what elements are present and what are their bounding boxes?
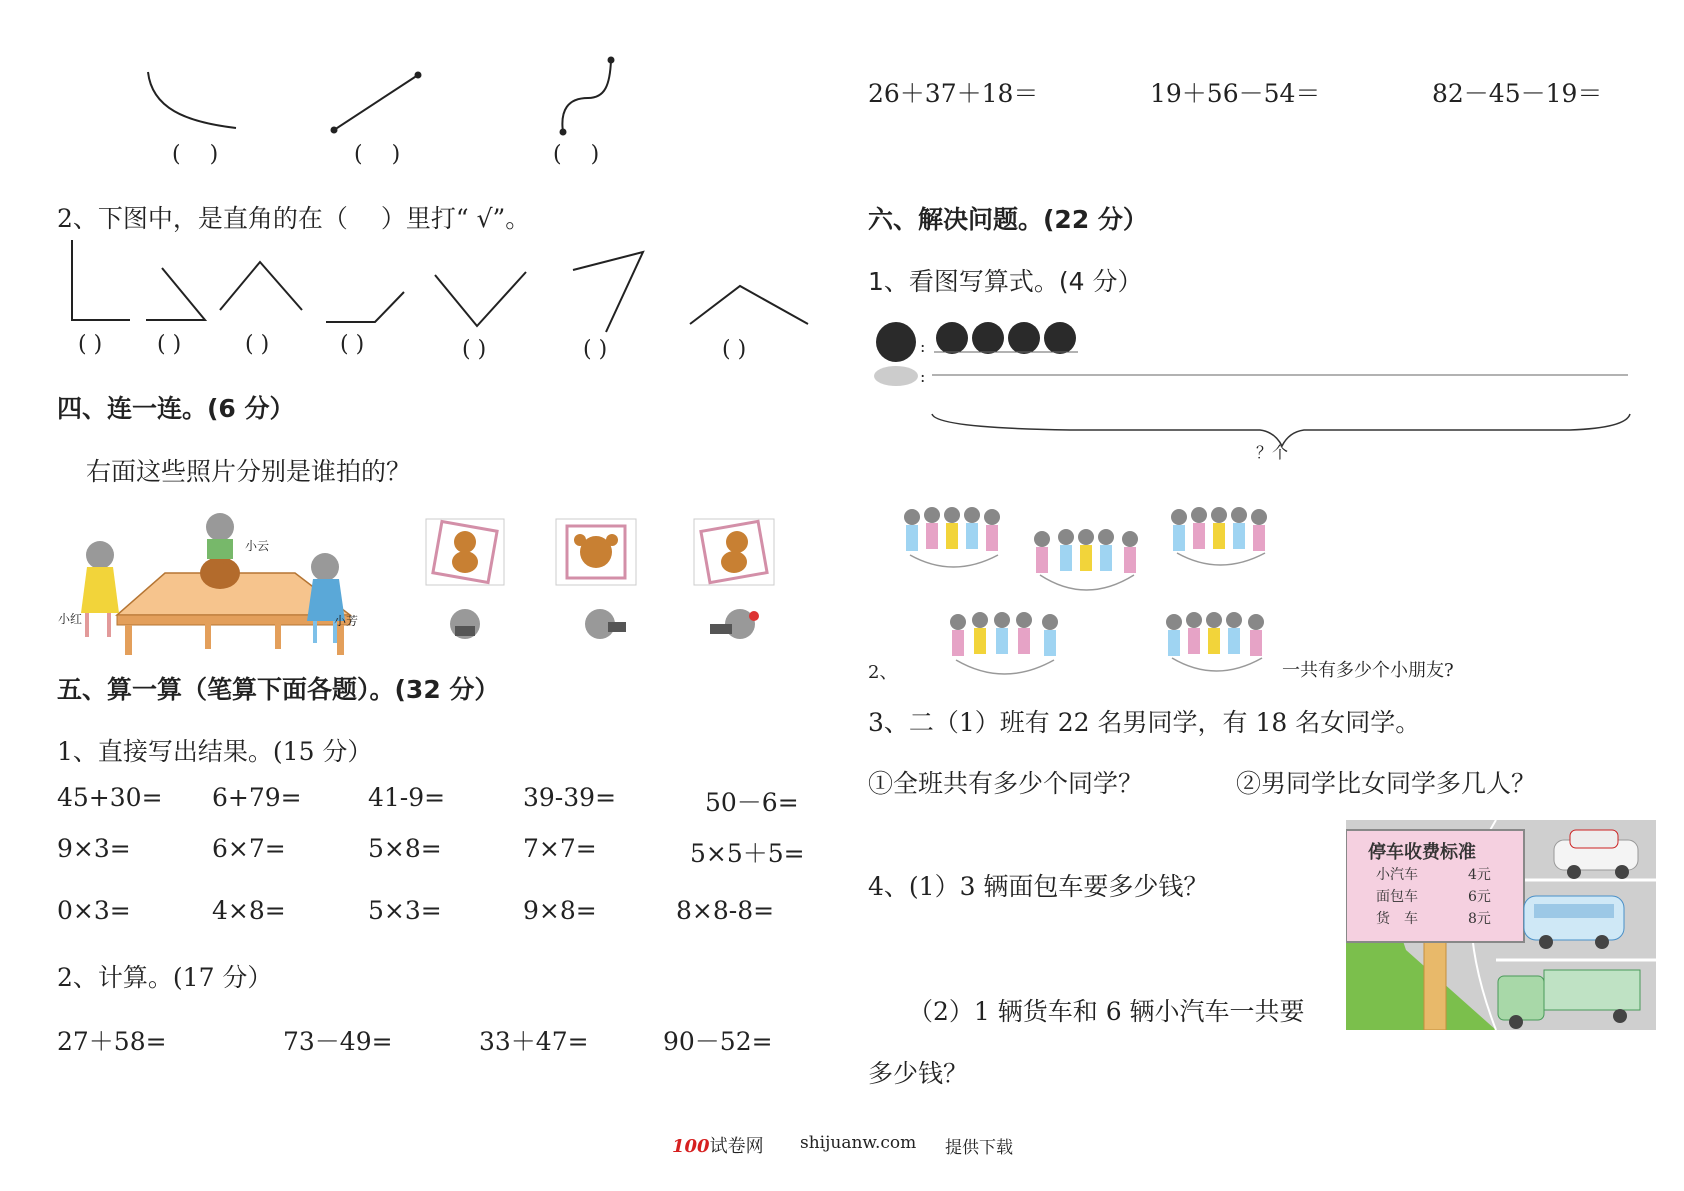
angle-answer-paren[interactable]: ( ) xyxy=(462,337,487,362)
calc-q2-title: 2、计算。(17 分） xyxy=(57,963,273,992)
problem-1-title: 1、看图写算式。(4 分） xyxy=(868,267,1143,296)
truck-icon xyxy=(1498,970,1640,1029)
site-logo-number: 100 xyxy=(672,1136,710,1157)
ray-endpoint xyxy=(608,57,615,64)
problem-3-b: ②男同学比女同学多几人？ xyxy=(1236,769,1537,798)
photographer-1 xyxy=(445,608,485,642)
angle-figure xyxy=(220,262,302,310)
segment-line xyxy=(334,75,418,130)
question-2-title: 2、下图中，是直角的在（ ）里打“ √”。 xyxy=(57,204,531,233)
calc-item: 45+30= xyxy=(57,783,163,812)
van-icon xyxy=(1524,896,1624,949)
section-6-title: 六、解决问题。(22 分） xyxy=(868,205,1148,234)
footer-site[interactable]: shijuanw.com xyxy=(800,1133,917,1153)
answer-paren[interactable]: ( ) xyxy=(354,142,401,167)
svg-text::: : xyxy=(920,367,926,386)
sign-row-name: 小汽车 xyxy=(1376,867,1418,883)
problem-4-c: 多少钱？ xyxy=(868,1059,969,1088)
calc-item: 19＋56－54＝ xyxy=(1150,79,1321,108)
angle-answer-paren[interactable]: ( ) xyxy=(340,332,365,357)
kids-group-5 xyxy=(1162,608,1270,676)
calc-item: 6+79= xyxy=(212,783,302,812)
angle-figure xyxy=(146,268,205,320)
label-xiaohong: 小红 xyxy=(58,612,83,626)
angle-answer-paren[interactable]: ( ) xyxy=(245,332,270,357)
parking-illustration xyxy=(1346,820,1656,1030)
calc-item: 27＋58= xyxy=(57,1027,167,1056)
problem-3-text: 3、二（1）班有 22 名男同学，有 18 名女同学。 xyxy=(868,708,1421,737)
kids-group-4 xyxy=(946,608,1062,676)
photo-2 xyxy=(555,518,637,586)
ray-curve xyxy=(562,60,611,132)
kids-group-2 xyxy=(1030,525,1142,593)
segment-endpoint xyxy=(415,72,422,79)
angle-figure xyxy=(72,240,130,320)
angle-answer-paren[interactable]: ( ) xyxy=(722,337,747,362)
section-5-title: 五、算一算（笔算下面各题）。(32 分） xyxy=(57,675,500,704)
calc-item: 5×5＋5= xyxy=(690,839,805,868)
apple-icon xyxy=(936,322,968,354)
photographer-2 xyxy=(578,608,628,642)
section-4-prompt: 右面这些照片分别是谁拍的？ xyxy=(86,457,412,486)
photo-1 xyxy=(425,518,505,586)
table-scene-illustration xyxy=(55,515,385,655)
section-4-title: 四、连一连。(6 分） xyxy=(57,394,295,423)
sign-row-name: 面包车 xyxy=(1376,889,1418,905)
curve-line xyxy=(148,72,236,128)
sign-row-price: 8元 xyxy=(1468,911,1491,927)
answer-paren[interactable]: ( ) xyxy=(172,142,219,167)
calc-item: 90－52= xyxy=(663,1027,773,1056)
site-logo-text: 试卷网 xyxy=(709,1136,764,1157)
ray-endpoint xyxy=(560,129,567,136)
apple-pear-diagram xyxy=(870,318,1640,458)
calc-item: 6×7= xyxy=(212,834,286,863)
problem-3-a: ①全班共有多少个同学？ xyxy=(868,769,1144,798)
label-xiaoyun: 小云 xyxy=(245,539,270,553)
pear-icon xyxy=(874,366,918,386)
label-xiaofang: 小芳 xyxy=(334,614,359,628)
sign-row-price: 6元 xyxy=(1468,889,1491,905)
brace-label: ？个 xyxy=(1256,443,1289,462)
sign-row-name: 货 车 xyxy=(1376,911,1418,927)
calc-item: 0×3= xyxy=(57,896,131,925)
problem-2-number: 2、 xyxy=(868,662,898,683)
calc-item: 41-9= xyxy=(368,783,446,812)
angle-figure xyxy=(690,286,808,324)
calc-item: 82－45－19＝ xyxy=(1432,79,1603,108)
problem-4-b: （2）1 辆货车和 6 辆小汽车一共要 xyxy=(908,997,1305,1026)
problem-2-text: 一共有多少个小朋友? xyxy=(1282,660,1454,681)
calc-item: 8×8-8= xyxy=(676,896,775,925)
calc-item: 7×7= xyxy=(523,834,597,863)
problem-4-a: 4、(1）3 辆面包车要多少钱？ xyxy=(868,872,1209,901)
calc-item: 9×8= xyxy=(523,896,597,925)
angle-figure xyxy=(573,252,643,332)
angle-answer-paren[interactable]: ( ) xyxy=(157,332,182,357)
angle-figure xyxy=(326,292,404,322)
calc-item: 26＋37＋18＝ xyxy=(868,79,1039,108)
angle-figures xyxy=(0,240,820,330)
calc-item: 5×8= xyxy=(368,834,442,863)
sign-title: 停车收费标准 xyxy=(1368,842,1476,863)
calc-item: 5×3= xyxy=(368,896,442,925)
calc-item: 9×3= xyxy=(57,834,131,863)
apple-icon xyxy=(1044,322,1076,354)
car-icon xyxy=(1554,830,1638,879)
footer xyxy=(672,1132,764,1158)
sign-row-price: 4元 xyxy=(1468,867,1491,883)
angle-answer-paren[interactable]: ( ) xyxy=(583,337,608,362)
calc-item: 33＋47= xyxy=(479,1027,589,1056)
calc-item: 4×8= xyxy=(212,896,286,925)
kids-group-3 xyxy=(1165,503,1275,571)
calc-item: 73－49= xyxy=(283,1027,393,1056)
calc-q1-title: 1、直接写出结果。(15 分） xyxy=(57,737,373,766)
answer-paren[interactable]: ( ) xyxy=(553,142,600,167)
angle-answer-paren[interactable]: ( ) xyxy=(78,332,103,357)
footer-note: 提供下载 xyxy=(945,1138,1013,1158)
svg-text::: : xyxy=(920,337,926,356)
angle-figure xyxy=(435,272,526,326)
apple-icon xyxy=(876,322,916,362)
photo-3 xyxy=(693,518,775,586)
calc-item: 50－6= xyxy=(705,788,799,817)
kids-group-1 xyxy=(898,503,1008,571)
calc-item: 39-39= xyxy=(523,783,617,812)
photographer-3 xyxy=(706,608,762,642)
segment-endpoint xyxy=(331,127,338,134)
apple-icon xyxy=(972,322,1004,354)
apple-icon xyxy=(1008,322,1040,354)
